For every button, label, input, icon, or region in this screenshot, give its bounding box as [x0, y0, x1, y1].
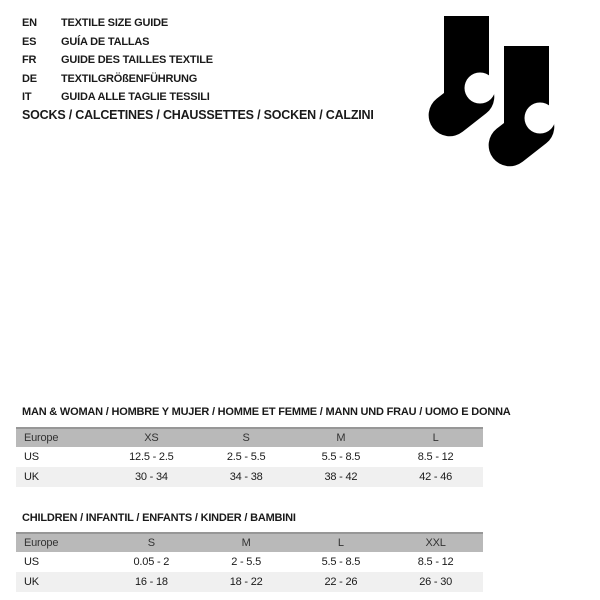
size-cell: 30 - 34 [134, 471, 168, 483]
size-cell: 22 - 26 [324, 576, 358, 588]
column-header-m: M [241, 537, 251, 549]
row-label: UK [24, 576, 39, 588]
language-row-de [22, 70, 213, 89]
column-header-s: S [242, 432, 250, 444]
column-header-l: L [432, 432, 439, 444]
size-table-man-woman [16, 427, 483, 487]
table-row-us [16, 552, 483, 572]
column-header-l: L [337, 537, 344, 549]
language-row-es [22, 33, 213, 52]
size-cell: 26 - 30 [419, 576, 453, 588]
language-row-fr [22, 51, 213, 70]
table-title-children: CHILDREN / INFANTIL / ENFANTS / KINDER / BAMBINI [22, 512, 296, 524]
table-row-uk [16, 572, 483, 592]
socks-icon [394, 4, 558, 186]
size-cell: 12.5 - 2.5 [129, 451, 174, 463]
sock-front [480, 46, 558, 175]
size-cell: 5.5 - 8.5 [321, 451, 361, 463]
table-title-man-woman: MAN & WOMAN / HOMBRE Y MUJER / HOMME ET FEMME / MANN UND FRAU / UOMO E DONNA [22, 406, 511, 418]
row-label: US [24, 451, 39, 463]
size-cell: 2 - 5.5 [231, 556, 262, 568]
language-code: IT [22, 91, 32, 104]
column-header-europe: Europe [24, 432, 59, 444]
language-code: DE [22, 72, 37, 85]
size-cell: 0.05 - 2 [133, 556, 170, 568]
row-label: US [24, 556, 39, 568]
size-cell: 8.5 - 12 [417, 556, 454, 568]
column-header-xs: XS [144, 432, 159, 444]
language-row-it [22, 88, 213, 107]
language-row-en [22, 14, 213, 33]
sock-back [420, 16, 503, 145]
size-table-children [16, 532, 483, 592]
size-cell: 2.5 - 5.5 [226, 451, 266, 463]
size-cell: 5.5 - 8.5 [321, 556, 361, 568]
size-cell: 8.5 - 12 [417, 451, 454, 463]
language-label: TEXTILE SIZE GUIDE [61, 17, 169, 30]
language-label: TEXTILGRÖßENFÜHRUNG [61, 72, 198, 85]
table-header-row [16, 427, 483, 447]
table-header-row [16, 532, 483, 552]
table-row-uk [16, 467, 483, 487]
column-header-s: S [147, 537, 155, 549]
language-code: EN [22, 17, 37, 30]
language-code: FR [22, 54, 37, 67]
column-header-europe: Europe [24, 537, 59, 549]
language-code: ES [22, 35, 37, 48]
size-cell: 34 - 38 [229, 471, 263, 483]
size-cell: 16 - 18 [134, 576, 168, 588]
language-label: GUIDE DES TAILLES TEXTILE [61, 54, 213, 67]
category-title: SOCKS / CALCETINES / CHAUSSETTES / SOCKEN / CALZINI [22, 108, 374, 122]
table-row-us [16, 447, 483, 467]
language-label: GUIDA ALLE TAGLIE TESSILI [61, 91, 210, 104]
size-cell: 38 - 42 [324, 471, 358, 483]
size-cell: 42 - 46 [419, 471, 453, 483]
size-cell: 18 - 22 [229, 576, 263, 588]
row-label: UK [24, 471, 39, 483]
language-label: GUÍA DE TALLAS [61, 35, 150, 48]
column-header-m: M [336, 432, 346, 444]
column-header-xxl: XXL [425, 537, 446, 549]
language-list [22, 14, 213, 107]
